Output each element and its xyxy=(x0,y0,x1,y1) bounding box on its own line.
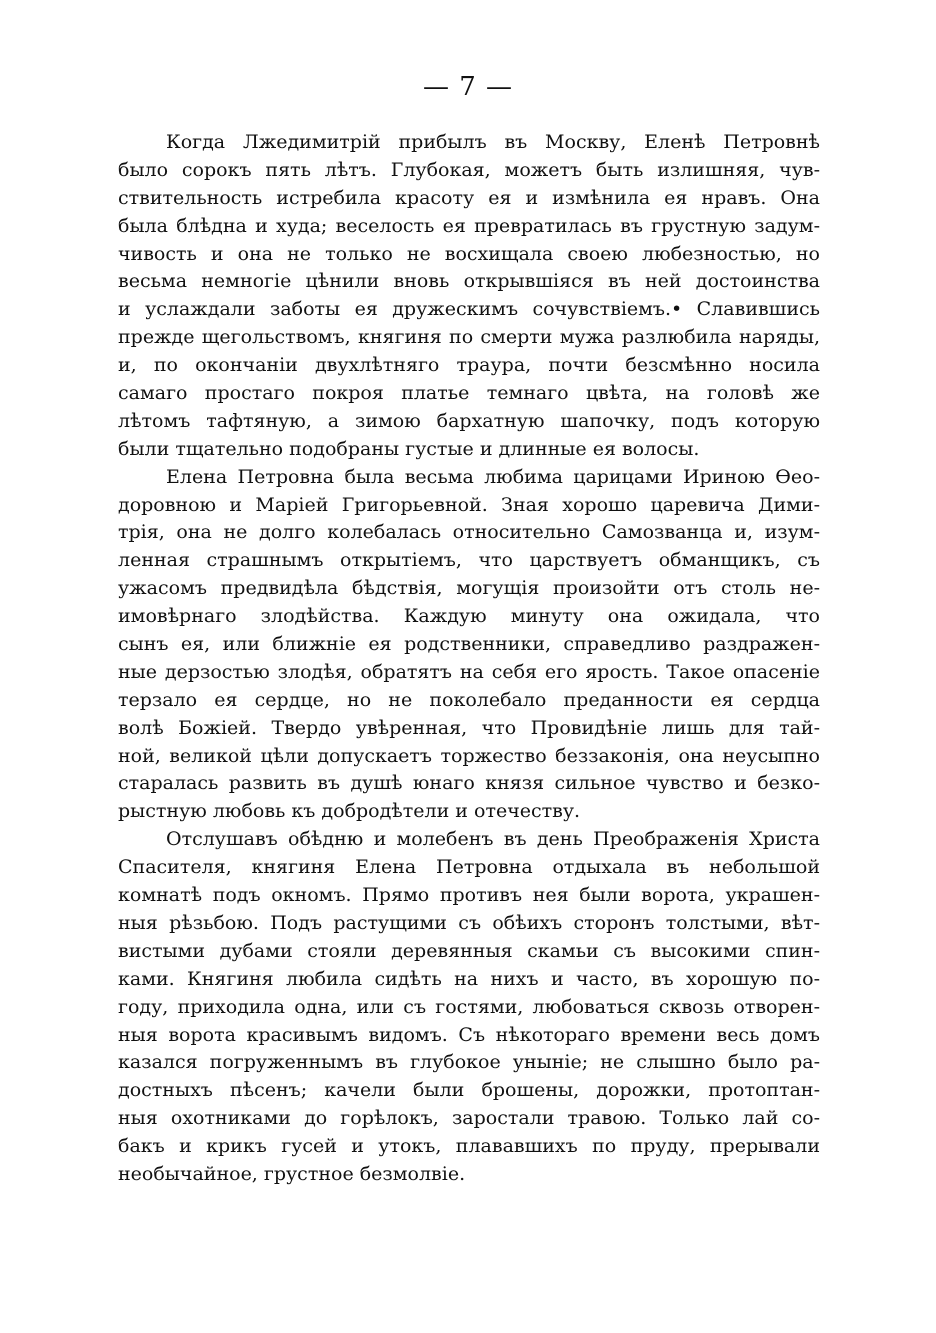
text-line: и, по окончаніи двухлѣтняго траура, почти безсмѣнно носила xyxy=(118,354,820,377)
paragraph xyxy=(118,826,820,1189)
text-line: достныхъ пѣсенъ; качели были брошены, дорожки, протоптан- xyxy=(118,1079,820,1102)
paragraph xyxy=(118,464,820,827)
text-line: году, приходила одна, или съ гостями, любоваться сквозь отворен- xyxy=(118,995,820,1018)
text-line: Елена Петровна была весьма любима царицами Ириною Ѳео- xyxy=(166,465,820,488)
text-line: лѣтомъ тафтяную, а зимою бархатную шапочку, подъ которую xyxy=(118,409,820,432)
text-line: и услаждали заботы ея дружескимъ сочувствіемъ.• Славившись xyxy=(118,298,820,321)
text-line: сынъ ея, или ближніе ея родственники, справедливо раздражен- xyxy=(118,633,820,656)
text-line: доровною и Маріей Григорьевной. Зная хорошо царевича Дими- xyxy=(118,493,820,516)
text-line: ныя охотниками до горѣлокъ, заростали травою. Только лай со- xyxy=(118,1107,820,1130)
text-line: ной, великой цѣли допускаетъ торжество беззаконія, она неусыпно xyxy=(118,744,820,767)
text-line: прежде щегольствомъ, княгиня по смерти мужа разлюбила наряды, xyxy=(118,326,820,349)
page-number: — 7 — xyxy=(422,72,514,102)
text-line: Когда Лжедимитрій прибылъ въ Москву, Еленѣ Петровнѣ xyxy=(166,131,820,153)
text-line: самаго простаго покроя платье темнаго цвѣта, на головѣ же xyxy=(118,382,820,405)
text-line: ныя рѣзьбою. Подъ растущими съ обѣихъ сторонъ толстыми, вѣт- xyxy=(118,911,820,934)
text-line: Спасителя, княгиня Елена Петровна отдыхала въ небольшой xyxy=(118,856,820,879)
text-line: волѣ Божіей. Твердо увѣренная, что Провидѣніе лишь для тай- xyxy=(118,716,820,739)
text-line: терзало ея сердце, но не поколебало преданности ея сердца xyxy=(118,688,820,711)
text-line: ленная страшнымъ открытіемъ, что царствуетъ обманщикъ, съ xyxy=(118,549,820,572)
text-line: ствительность истребила красоту ея и измѣнила ея нравъ. Она xyxy=(118,186,820,209)
text-line: вистыми дубами стояли деревянныя скамьи съ высокими спин- xyxy=(118,939,820,962)
text-line: чивость и она не только не восхищала своею любезностью, но xyxy=(118,242,820,265)
page-text xyxy=(118,129,820,1189)
text-line: ками. Княгиня любила сидѣть на нихъ и часто, въ хорошую по- xyxy=(118,967,820,990)
text-line: имовѣрнаго злодѣйства. Каждую минуту она ожидала, что xyxy=(118,605,820,628)
text-line: казался погруженнымъ въ глубокое уныніе; не слышно было ра- xyxy=(118,1051,820,1074)
text-line: была блѣдна и худа; веселость ея превратилась въ грустную задум- xyxy=(118,214,820,237)
text-line: бакъ и крикъ гусей и утокъ, плававшихъ по пруду, прерывали xyxy=(118,1135,820,1158)
text-line: ные дерзостью злодѣя, обратятъ на себя его ярость. Такое опасеніе xyxy=(118,660,820,683)
text-line: Отслушавъ обѣдню и молебенъ въ день Преображенія Христа xyxy=(166,828,820,851)
text-line: было сорокъ пять лѣтъ. Глубокая, можетъ быть излишняя, чув- xyxy=(118,158,820,181)
text-line: ныя ворота красивымъ видомъ. Съ нѣкотораго времени весь домъ xyxy=(118,1023,820,1046)
text-line: рыстную любовь къ добродѣтели и отечеству. xyxy=(118,800,581,823)
text-line: трія, она не долго колебалась относительно Самозванца и, изум- xyxy=(118,521,820,544)
text-line: старалась развить въ душѣ юнаго князя сильное чувство и безко- xyxy=(118,772,820,795)
text-line: весьма немногіе цѣнили вновь открывшіяся въ ней достоинства xyxy=(118,270,820,293)
paragraph xyxy=(118,129,820,464)
text-line: ужасомъ предвидѣла бѣдствія, могущія произойти отъ столь не- xyxy=(118,577,820,600)
text-line: комнатѣ подъ окномъ. Прямо противъ нея были ворота, украшен- xyxy=(118,884,820,907)
text-line: необычайное, грустное безмолвіе. xyxy=(118,1162,466,1185)
text-line: были тщательно подобраны густые и длинные ея волосы. xyxy=(118,437,700,460)
